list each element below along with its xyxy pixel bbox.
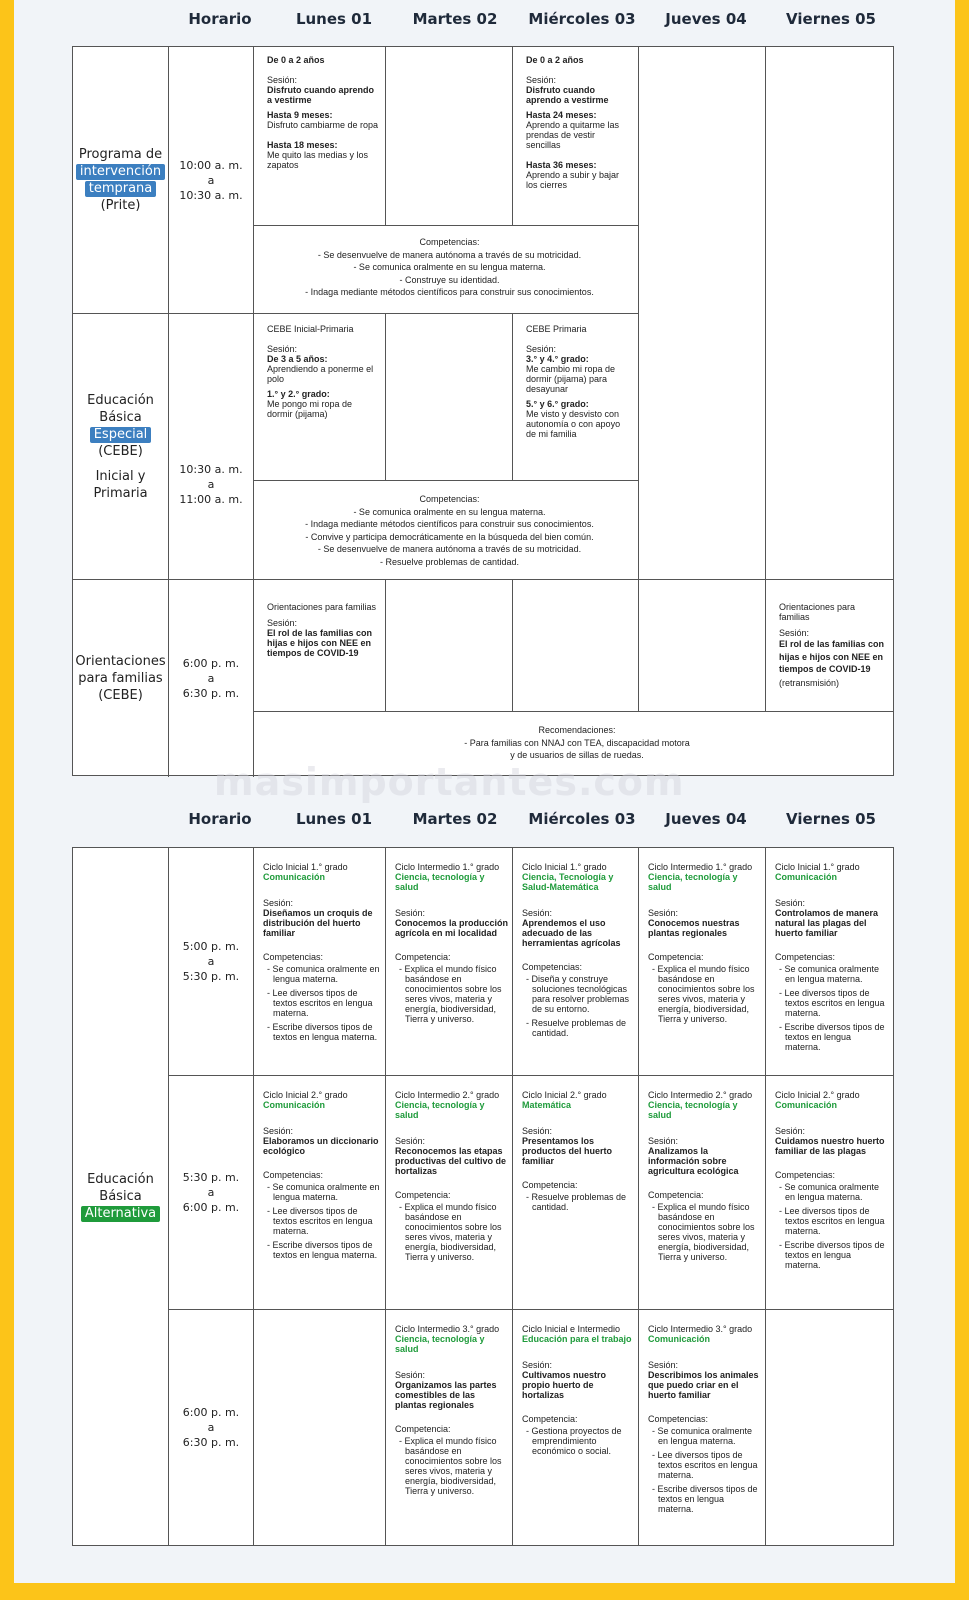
session-label: Sesión:: [395, 1136, 426, 1146]
cycle-label: Ciclo Inicial 2.° grado: [263, 1090, 348, 1100]
session-label: Sesión:: [395, 1370, 426, 1380]
competency-heading: Competencias:: [522, 962, 583, 972]
competency-list: [395, 964, 508, 1024]
session-label: Sesión:: [648, 1360, 679, 1370]
area-label: Comunicación: [775, 1100, 838, 1110]
competency-heading: Competencia:: [522, 1414, 578, 1424]
competency-item: - Escribe diversos tipos de textos en lengua materna.: [785, 1022, 889, 1052]
session-cell: [639, 1310, 766, 1545]
area-label: Educación para el trabajo: [522, 1334, 632, 1344]
session-title: Elaboramos un diccionario ecológico: [263, 1136, 379, 1156]
session-cell: [386, 1076, 513, 1310]
competency-heading: Competencia:: [648, 952, 704, 962]
time-slot: 10:30 a. m. a 11:00 a. m.: [169, 314, 254, 580]
session-label: Sesión:: [263, 1126, 294, 1136]
area-label: Ciencia, Tecnología y Salud-Matemática: [522, 872, 614, 892]
cycle-label: Ciclo Inicial 2.° grado: [522, 1090, 607, 1100]
time-slot: 6:00 p. m. a 6:30 p. m.: [169, 580, 254, 777]
empty-cell: [513, 580, 639, 712]
cycle-label: Ciclo Inicial 2.° grado: [775, 1090, 860, 1100]
session-label: Sesión:: [775, 898, 806, 908]
empty-cell: [386, 580, 513, 712]
session-cell: [513, 848, 639, 1076]
program-label: Programa de: [78, 147, 163, 162]
session-title: Analizamos la información sobre agricultura ecológica: [648, 1146, 739, 1176]
session-label: Sesión:: [263, 898, 294, 908]
competency-item: - Explica el mundo físico basándose en conocimientos sobre los seres vivos, materia y energía, biodiversidad, Tierra y universo.: [658, 964, 761, 1024]
time-slot: 5:00 p. m. a 5:30 p. m.: [169, 848, 254, 1076]
competency-item: - Diseña y construye soluciones tecnológicas para resolver problemas de su entorno.: [532, 974, 634, 1014]
competency-list: [263, 1182, 381, 1260]
header-miercoles: Miércoles 03: [528, 10, 636, 28]
competency-list: [522, 974, 634, 1038]
area-label: Ciencia, tecnología y salud: [395, 872, 485, 892]
session-cell: Orientaciones para familias Sesión: El rol de las familias con hijas e hijos con NEE en tiempos de COVID-19: [254, 580, 386, 712]
competency-item: - Se comunica oralmente en lengua materna.: [273, 1182, 381, 1202]
header-lunes: Lunes 01: [295, 810, 373, 828]
table1-header: [14, 10, 955, 36]
competency-item: - Lee diversos tipos de textos escritos en lengua materna.: [658, 1450, 761, 1480]
session-cell: [254, 1076, 386, 1310]
competency-list: [395, 1202, 508, 1262]
cycle-label: Ciclo Inicial 1.° grado: [522, 862, 607, 872]
session-label: Sesión:: [522, 1126, 553, 1136]
program-highlight: Alternativa: [81, 1206, 160, 1222]
session-cell: [254, 848, 386, 1076]
competency-item: - Resuelve problemas de cantidad.: [532, 1018, 634, 1038]
cycle-label: Ciclo Inicial 1.° grado: [775, 862, 860, 872]
watermark: masimportantes.com: [214, 760, 685, 804]
header-horario: Horario: [188, 810, 252, 828]
empty-cell: [386, 314, 513, 481]
competency-list: [775, 1182, 889, 1270]
competency-item: - Escribe diversos tipos de textos en lengua materna.: [273, 1240, 381, 1260]
session-cell: [386, 848, 513, 1076]
competency-item: - Explica el mundo físico basándose en conocimientos sobre los seres vivos, materia y energía, biodiversidad, Tierra y universo.: [405, 964, 508, 1024]
empty-cell: [639, 47, 766, 580]
schedule-table-1: [72, 46, 894, 776]
header-martes: Martes 02: [412, 810, 498, 828]
cycle-label: Ciclo Intermedio 1.° grado: [648, 862, 753, 872]
cycle-label: Ciclo Intermedio 1.° grado: [395, 862, 500, 872]
competency-item: - Se comunica oralmente en lengua materna.: [658, 1426, 761, 1446]
competency-list: [263, 964, 381, 1042]
empty-cell: [766, 47, 893, 580]
competency-heading: Competencia:: [395, 1190, 451, 1200]
area-label: Matemática: [522, 1100, 572, 1110]
competency-item: - Se comunica oralmente en lengua materna.: [785, 1182, 889, 1202]
competency-item: - Lee diversos tipos de textos escritos en lengua materna.: [785, 1206, 889, 1236]
session-cell: [386, 1310, 513, 1545]
competency-heading: Competencia:: [395, 952, 451, 962]
session-title: Aprendemos el uso adecuado de las herramientas agrícolas: [522, 918, 621, 948]
competency-heading: Competencias:: [263, 952, 324, 962]
header-horario: Horario: [188, 10, 252, 28]
time-slot: 5:30 p. m. a 6:00 p. m.: [169, 1076, 254, 1310]
session-title: Describimos los animales que puedo criar en el huerto familiar: [648, 1370, 759, 1400]
session-cell: CEBE Primaria Sesión: 3.° y 4.° grado: Me cambio mi ropa de dormir (pijama) para desayunar 5.° y 6.° grado: Me visto y desvisto con autonomía o con apoyo de mi familia: [513, 314, 639, 481]
program-highlight: temprana: [85, 181, 157, 197]
session-label: Sesión:: [395, 908, 426, 918]
area-label: Comunicación: [263, 872, 326, 882]
area-label: Ciencia, tecnología y salud: [395, 1334, 485, 1354]
header-viernes: Viernes 05: [786, 10, 876, 28]
session-cell: [513, 1076, 639, 1310]
area-label: Ciencia, tecnología y salud: [648, 1100, 738, 1120]
competency-item: - Explica el mundo físico basándose en conocimientos sobre los seres vivos, materia y energía, biodiversidad, Tierra y universo.: [405, 1436, 508, 1496]
area-label: Comunicación: [648, 1334, 711, 1344]
session-title: Reconocemos las etapas productivas del cultivo de hortalizas: [395, 1146, 507, 1176]
competency-item: - Explica el mundo físico basándose en conocimientos sobre los seres vivos, materia y energía, biodiversidad, Tierra y universo.: [658, 1202, 761, 1262]
area-label: Comunicación: [263, 1100, 326, 1110]
competency-item: - Gestiona proyectos de emprendimiento económico o social.: [532, 1426, 634, 1456]
session-label: Sesión:: [648, 908, 679, 918]
competency-item: - Se comunica oralmente en lengua materna.: [785, 964, 889, 984]
session-title: Organizamos las partes comestibles de las plantas regionales: [395, 1380, 497, 1410]
session-title: Diseñamos un croquis de distribución del huerto familiar: [263, 908, 373, 938]
empty-cell: [639, 580, 766, 712]
empty-cell: [254, 1310, 386, 1545]
competency-list: [775, 964, 889, 1052]
area-label: Ciencia, tecnología y salud: [395, 1100, 485, 1120]
cycle-label: Ciclo Intermedio 2.° grado: [648, 1090, 753, 1100]
table2-header: [14, 810, 955, 836]
time-slot: 10:00 a. m. a 10:30 a. m.: [169, 47, 254, 314]
session-title: Presentamos los productos del huerto familiar: [522, 1136, 612, 1166]
session-cell: Orientaciones para familias Sesión: El rol de las familias con hijas e hijos con NEE en tiempos de COVID-19 (retransmisión): [766, 580, 893, 712]
competency-item: - Resuelve problemas de cantidad.: [532, 1192, 634, 1212]
cycle-label: Ciclo Intermedio 2.° grado: [395, 1090, 500, 1100]
competency-heading: Competencia:: [522, 1180, 578, 1190]
program-label: (Prite): [100, 198, 141, 213]
area-label: Ciencia, tecnología y salud: [648, 872, 738, 892]
session-title: Controlamos de manera natural las plagas del huerto familiar: [775, 908, 879, 938]
competency-heading: Competencia:: [648, 1190, 704, 1200]
competency-list: [522, 1192, 634, 1212]
time-slot: 6:00 p. m. a 6:30 p. m.: [169, 1310, 254, 1545]
session-title: Cuidamos nuestro huerto familiar de las plagas: [775, 1136, 885, 1156]
program-highlight: Especial: [90, 427, 152, 443]
competency-item: - Lee diversos tipos de textos escritos en lengua materna.: [273, 1206, 381, 1236]
competency-heading: Competencias:: [775, 1170, 836, 1180]
session-cell: [766, 1076, 893, 1310]
session-title: Conocemos la producción agrícola en mi localidad: [395, 918, 509, 938]
competency-list: [395, 1436, 508, 1496]
competency-item: - Escribe diversos tipos de textos en lengua materna.: [273, 1022, 381, 1042]
session-cell: CEBE Inicial-Primaria Sesión: De 3 a 5 años: Aprendiendo a ponerme el polo 1.° y 2.° grado: Me pongo mi ropa de dormir (pijama): [254, 314, 386, 481]
session-title: Cultivamos nuestro propio huerto de hortalizas: [522, 1370, 607, 1400]
competency-item: - Escribe diversos tipos de textos en lengua materna.: [658, 1484, 761, 1514]
area-label: Comunicación: [775, 872, 838, 882]
cycle-label: Ciclo Intermedio 3.° grado: [395, 1324, 500, 1334]
session-cell: [513, 1310, 639, 1545]
empty-cell: [386, 47, 513, 226]
competency-item: - Se comunica oralmente en lengua materna.: [273, 964, 381, 984]
session-cell: [639, 1076, 766, 1310]
competency-item: - Explica el mundo físico basándose en conocimientos sobre los seres vivos, materia y energía, biodiversidad, Tierra y universo.: [405, 1202, 508, 1262]
session-title: Conocemos nuestras plantas regionales: [648, 918, 740, 938]
header-jueves: Jueves 04: [665, 10, 747, 28]
competency-item: - Lee diversos tipos de textos escritos en lengua materna.: [273, 988, 381, 1018]
session-label: Sesión:: [648, 1136, 679, 1146]
session-label: Sesión:: [522, 1360, 553, 1370]
session-label: Sesión:: [775, 1126, 806, 1136]
header-martes: Martes 02: [412, 10, 498, 28]
program-familias: Orientaciones para familias (CEBE): [73, 580, 169, 777]
cycle-label: Ciclo Inicial e Intermedio: [522, 1324, 621, 1334]
session-label: Sesión:: [522, 908, 553, 918]
page-panel: [14, 0, 955, 1583]
program-prite: [73, 47, 169, 314]
header-jueves: Jueves 04: [665, 810, 747, 828]
competency-heading: Competencia:: [395, 1424, 451, 1434]
schedule-table-2: [72, 847, 894, 1546]
header-miercoles: Miércoles 03: [528, 810, 636, 828]
program-highlight: intervención: [76, 164, 165, 180]
header-viernes: Viernes 05: [786, 810, 876, 828]
competencies-cell: Competencias: - Se desenvuelve de manera autónoma a través de su motricidad. - Se comunica oralmente en su lengua materna. - Construye su identidad. - Indaga mediante métodos científicos para construir sus conocimientos.: [254, 226, 639, 314]
program-alternativa: Educación Básica Alternativa: [73, 848, 169, 1545]
competencies-cell: Competencias: - Se comunica oralmente en su lengua materna. - Indaga mediante métodos científicos para construir sus conocimientos. - Convive y participa democráticamente en la búsqueda del bien común. - Se desenvuelve de manera autónoma a través de su motricidad. - Resuelve problemas de cantidad.: [254, 481, 639, 580]
cycle-label: Ciclo Inicial 1.° grado: [263, 862, 348, 872]
competency-list: [648, 1202, 761, 1262]
cycle-label: Ciclo Intermedio 3.° grado: [648, 1324, 753, 1334]
competency-list: [648, 964, 761, 1024]
header-lunes: Lunes 01: [295, 10, 373, 28]
competency-heading: Competencias:: [775, 952, 836, 962]
session-cell: [766, 848, 893, 1076]
competency-list: [522, 1426, 634, 1456]
competency-item: - Lee diversos tipos de textos escritos en lengua materna.: [785, 988, 889, 1018]
program-cebe: Educación Básica Especial (CEBE) Inicial y Primaria: [73, 314, 169, 580]
recommendations-cell: Recomendaciones: - Para familias con NNAJ con TEA, discapacidad motora y de usuarios de sillas de ruedas.: [464, 725, 690, 760]
session-cell: De 0 a 2 años Sesión: Disfruto cuando aprendo a vestirme Hasta 24 meses: Aprendo a quitarme las prendas de vestir sencillas Hasta 36 meses: Aprendo a subir y bajar los cierres: [513, 47, 639, 226]
session-cell: De 0 a 2 años Sesión: Disfruto cuando aprendo a vestirme Hasta 9 meses: Disfruto cambiarme de ropa Hasta 18 meses: Me quito las medias y los zapatos: [254, 47, 386, 226]
empty-cell: [766, 1310, 893, 1545]
competency-heading: Competencias:: [263, 1170, 324, 1180]
competency-list: [648, 1426, 761, 1514]
competency-item: - Escribe diversos tipos de textos en lengua materna.: [785, 1240, 889, 1270]
competency-heading: Competencias:: [648, 1414, 709, 1424]
session-cell: [639, 848, 766, 1076]
